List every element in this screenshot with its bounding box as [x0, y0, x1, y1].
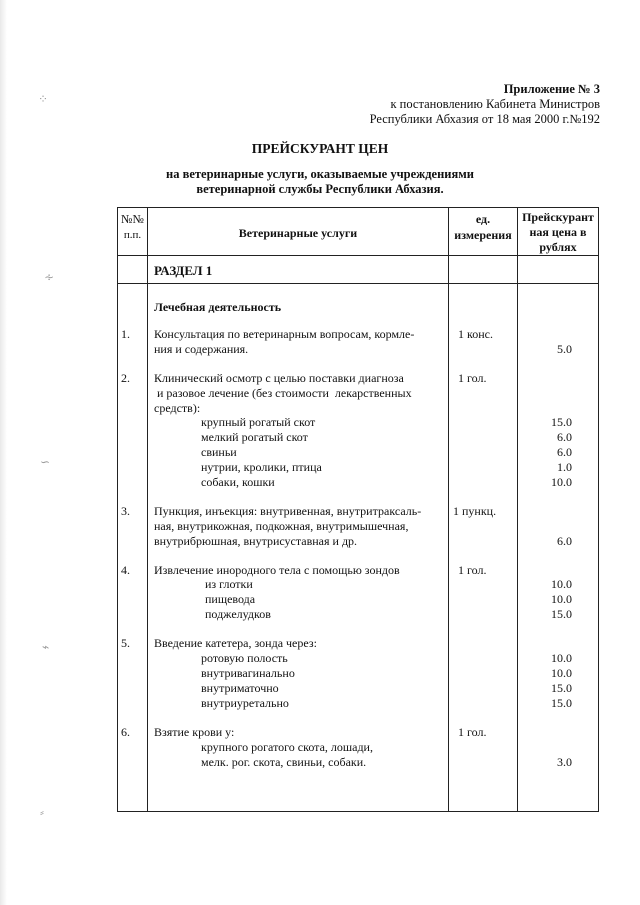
document-subtitle-2: ветеринарной службы Республики Абхазия. [196, 182, 444, 196]
header-unit-line2: измерения [454, 228, 512, 242]
row-2-text-2: и разовое лечение (без стоимости лекарственных [154, 386, 412, 400]
scan-speck: ⁘ [38, 92, 49, 106]
row-4-sub-2-price: 10.0 [551, 592, 572, 606]
header-unit-line1: ед. [475, 212, 491, 226]
row-5-text-1: Введение катетера, зонда через: [154, 636, 317, 650]
row-5-sub-3-label: внутриматочно [201, 681, 279, 695]
row-6-sub-2-price: 3.0 [557, 755, 572, 769]
row-4-sub-3-price: 15.0 [551, 607, 572, 621]
row-4-text-1: Извлечение инородного тела с помощью зондов [154, 563, 400, 577]
row-1-unit: 1 конс. [458, 327, 493, 341]
row-3-text-3: внутрибрюшная, внутрисуставная и др. [154, 534, 358, 548]
row-5-sub-2-price: 10.0 [551, 666, 572, 680]
row-2-text-3: средств): [154, 401, 201, 415]
row-2-number: 2. [121, 371, 130, 385]
row-4-sub-1-label: из глотки [205, 577, 253, 591]
row-2-sub-3-label: свиньи [201, 445, 237, 459]
row-5-sub-3-price: 15.0 [551, 681, 572, 695]
row-5-sub-2-label: внутривагинально [201, 666, 295, 680]
row-4-unit: 1 гол. [458, 563, 487, 577]
row-6-sub-2-label: мелк. рог. скота, свиньи, собаки. [201, 755, 367, 769]
row-6-text-1: Взятие крови у: [154, 725, 235, 739]
scan-edge-shadow [0, 0, 7, 905]
row-4-sub-3-label: поджелудков [205, 607, 271, 621]
scan-speck: ∽ [40, 455, 51, 469]
row-4-sub-2-label: пищевода [205, 592, 256, 606]
resolution-line-1: к постановлению Кабинета Министров [390, 97, 600, 111]
scan-speck: ⸗ [40, 805, 44, 819]
section-title: РАЗДЕЛ 1 [154, 263, 213, 278]
row-3-text-1: Пункция, инъекция: внутривенная, внутритраксаль- [154, 504, 422, 518]
row-4-number: 4. [121, 563, 130, 577]
scan-speck: ∻ [44, 270, 55, 284]
row-2-sub-1-price: 15.0 [551, 415, 572, 429]
row-2-sub-4-label: нутрии, кролики, птица [201, 460, 322, 474]
document-subtitle-1: на ветеринарные услуги, оказываемые учреждениями [166, 167, 474, 181]
row-5-sub-4-price: 15.0 [551, 696, 572, 710]
row-5-number: 5. [121, 636, 130, 650]
header-price-line2: ная цена в [529, 225, 587, 239]
header-num-line1: №№ [121, 212, 144, 226]
row-1-text-2: ния и содержания. [154, 342, 249, 356]
row-1-price: 5.0 [557, 342, 572, 356]
row-2-sub-4-price: 1.0 [557, 460, 572, 474]
appendix-label: Приложение № 3 [503, 82, 600, 96]
row-5-sub-1-price: 10.0 [551, 651, 572, 665]
header-price-line3: рублях [539, 240, 577, 254]
header-services: Ветеринарные услуги [238, 226, 358, 240]
row-2-sub-2-price: 6.0 [557, 430, 572, 444]
row-2-sub-3-price: 6.0 [557, 445, 572, 459]
row-2-sub-2-label: мелкий рогатый скот [201, 430, 308, 444]
row-2-sub-1-label: крупный рогатый скот [201, 415, 316, 429]
row-3-text-2: ная, внутрикожная, подкожная, внутримышечная, [154, 519, 409, 533]
header-num-line2: п.п. [123, 229, 142, 241]
row-2-sub-5-price: 10.0 [551, 475, 572, 489]
row-3-number: 3. [121, 504, 130, 518]
row-2-sub-5-label: собаки, кошки [201, 475, 275, 489]
row-3-price: 6.0 [557, 534, 572, 548]
row-2-unit: 1 гол. [458, 371, 487, 385]
row-1-number: 1. [121, 327, 130, 341]
row-5-sub-1-label: ротовую полость [201, 651, 288, 665]
scan-speck: ⌁ [42, 640, 50, 654]
document-title: ПРЕЙСКУРАНТ ЦЕН [251, 141, 389, 156]
activity-title: Лечебная деятельность [154, 300, 282, 314]
row-6-sub-1-label: крупного рогатого скота, лошади, [201, 740, 373, 754]
row-2-text-1: Клинический осмотр с целью поставки диагноза [154, 371, 404, 385]
row-6-unit: 1 гол. [458, 725, 487, 739]
header-price-line1: Прейскурант [522, 210, 594, 224]
row-3-unit: 1 пункц. [453, 504, 497, 518]
row-5-sub-4-label: внутриуретально [201, 696, 289, 710]
resolution-line-2: Республики Абхазия от 18 мая 2000 г.№192 [369, 112, 600, 126]
row-6-number: 6. [121, 725, 130, 739]
row-4-sub-1-price: 10.0 [551, 577, 572, 591]
row-1-text-1: Консультация по ветеринарным вопросам, кормле- [154, 327, 415, 341]
